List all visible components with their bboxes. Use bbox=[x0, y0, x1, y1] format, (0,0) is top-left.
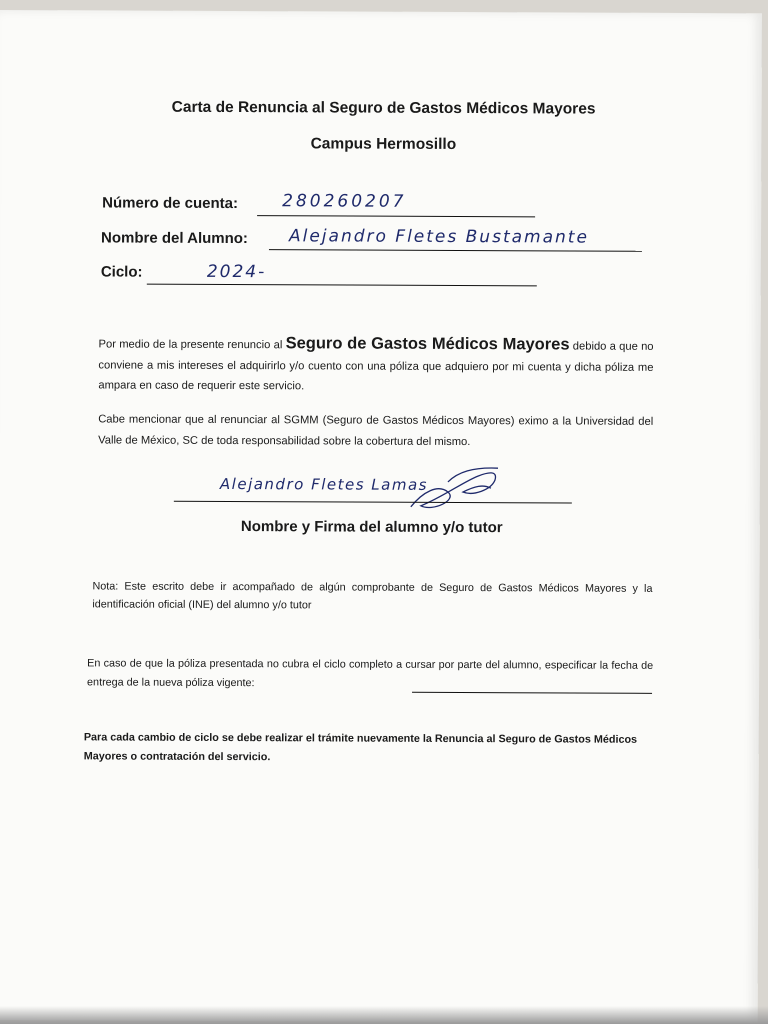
caso-text: En caso de que la póliza presentada no cubra el ciclo completo a cursar por parte del alumno, especificar la fecha de entrega de la nueva póliza vigente: bbox=[87, 657, 654, 690]
paragraph-renuncia-end: debido a que no conviene a mis intereses el adquirirlo y/o cuento con una póliza que adquiero por mi cuenta y dicha póliza me ampara en caso de requerir este servicio. bbox=[98, 340, 654, 393]
nombre-line bbox=[269, 249, 642, 252]
paragraph-renuncia bbox=[98, 332, 653, 398]
ciclo-label: Ciclo: bbox=[100, 263, 143, 281]
document-page bbox=[0, 10, 762, 1023]
signature-line bbox=[174, 501, 572, 504]
signature-handwritten-name: Alejandro Fletes Lamas bbox=[219, 474, 429, 494]
document-title: Carta de Renuncia al Seguro de Gastos Médicos Mayores bbox=[171, 98, 596, 118]
campus-subtitle: Campus Hermosillo bbox=[310, 135, 457, 153]
paragraph-renuncia-start: Por medio de la presente renuncio al bbox=[98, 338, 286, 352]
cuenta-value: 280260207 bbox=[282, 191, 407, 212]
cuenta-label: Número de cuenta: bbox=[102, 194, 239, 213]
cuenta-line bbox=[257, 215, 535, 217]
paragraph-exime: Cabe mencionar que al renunciar al SGMM (Seguro de Gastos Médicos Mayores) eximo a la Universidad del Valle de México, SC de toda responsabilidad sobre la cobertura del mismo. bbox=[98, 413, 654, 448]
nombre-label: Nombre del Alumno: bbox=[100, 229, 248, 248]
scan-shadow bbox=[0, 1006, 768, 1024]
signature-caption: Nombre y Firma del alumno y/o tutor bbox=[240, 518, 503, 537]
nombre-value: Alejandro Fletes Bustamante bbox=[288, 226, 589, 248]
ciclo-value: 2024- bbox=[206, 261, 267, 283]
nota-text: Nota: Este escrito debe ir acompañado de algún comprobante de Seguro de Gastos Médicos Mayores y la identificación oficial (INE) del alumno y/o tutor bbox=[92, 580, 653, 612]
final-note: Para cada cambio de ciclo se debe realizar el trámite nuevamente la Renuncia al Seguro de Gastos Médicos Mayores o contratación del servicio. bbox=[83, 731, 638, 764]
paragraph-renuncia-emphasis: Seguro de Gastos Médicos Mayores bbox=[285, 334, 570, 354]
ciclo-line bbox=[147, 284, 537, 287]
signature-scribble-icon bbox=[403, 462, 508, 517]
